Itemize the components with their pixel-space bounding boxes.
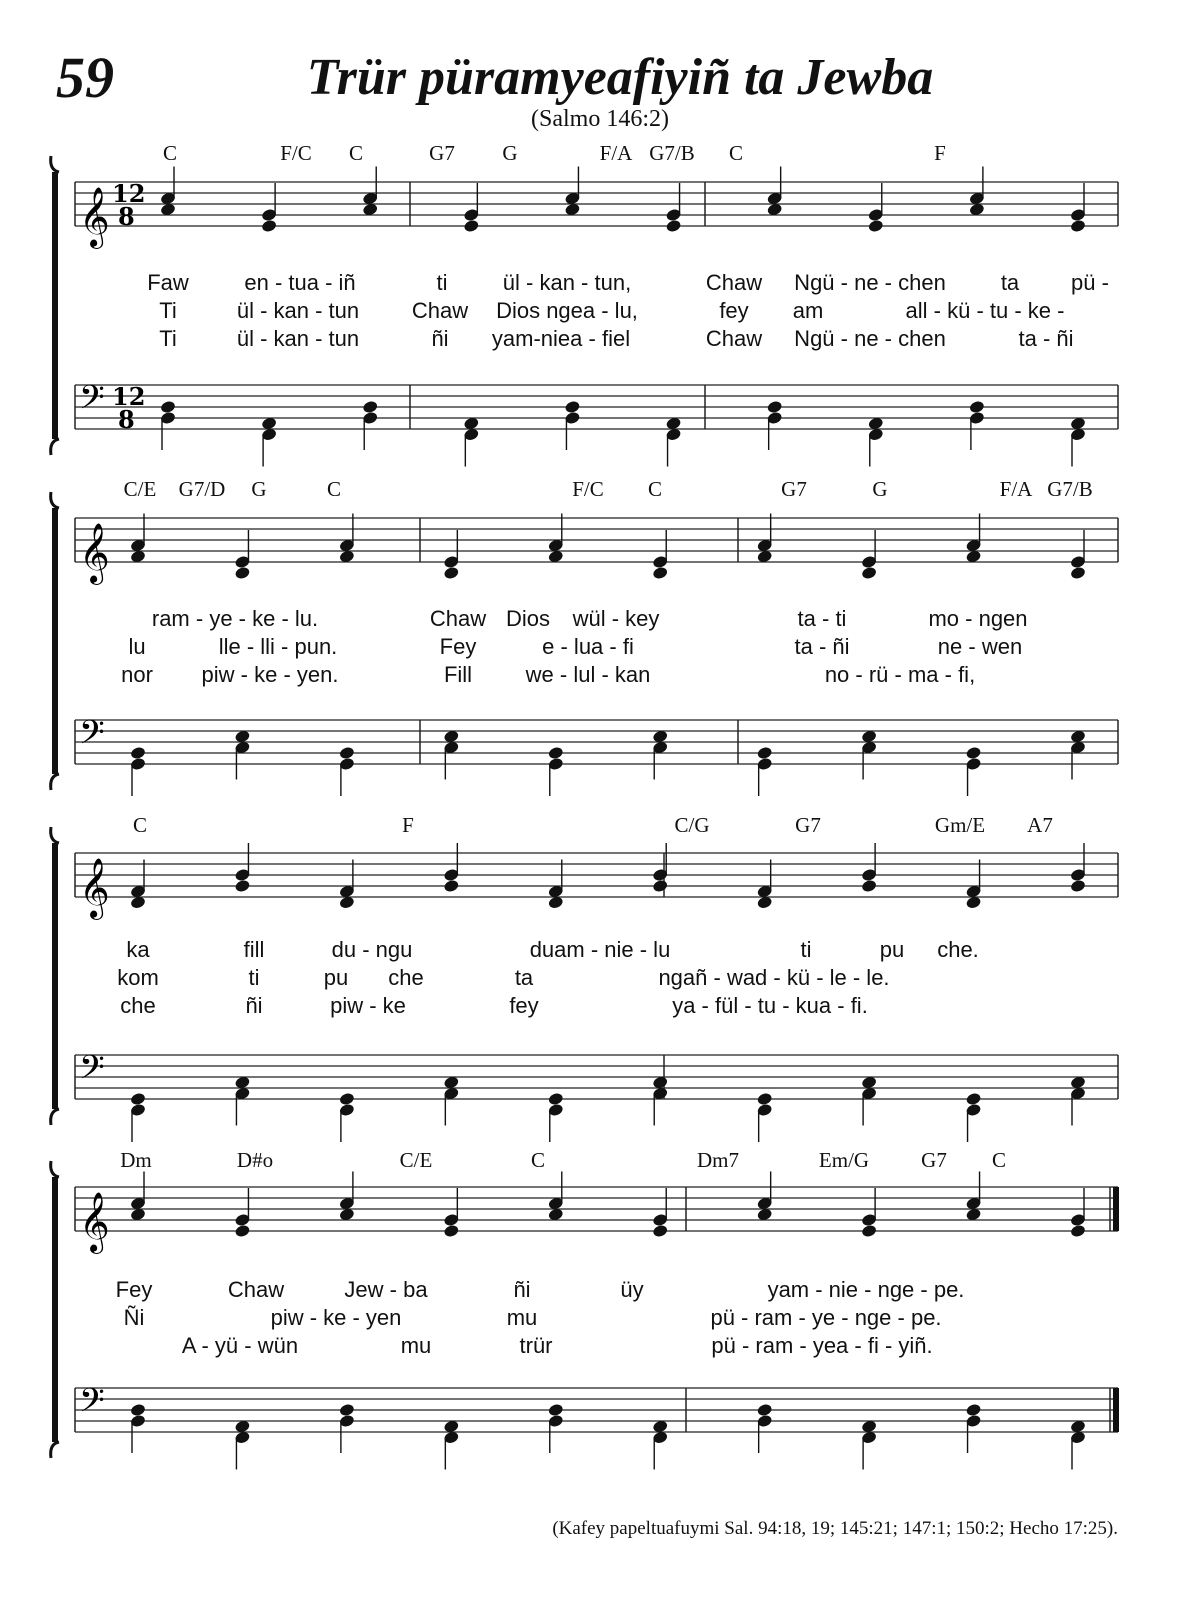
time-signature-bottom: 8 [118, 405, 135, 434]
note-head [443, 566, 460, 581]
note-head [756, 1403, 773, 1418]
system-bracket-top [51, 1161, 59, 1177]
note-head [362, 400, 379, 415]
lyric-syllables: pü - ram - yea - fi - yiñ. [711, 1333, 933, 1358]
system-bracket-bottom [51, 1442, 59, 1458]
chord-symbol: C [991, 1148, 1007, 1172]
lyric-syllables: Ngü - ne - chen [794, 270, 946, 295]
chord-symbol: C [647, 477, 663, 501]
note-head [756, 1092, 773, 1107]
chord-symbol: C [348, 141, 364, 165]
chord-symbol: G7 [429, 141, 455, 165]
chord-symbol: Dm7 [697, 1148, 739, 1172]
bass-clef-icon: 𝄢 [79, 1382, 105, 1428]
note-head [339, 1403, 356, 1418]
lyric-syllables: piw - ke - yen. [201, 662, 339, 687]
lyric-syllables: ül - kan - tun [236, 298, 360, 323]
chord-symbol: C/E [399, 1148, 433, 1172]
lyric-syllables: we - lul - kan [525, 662, 651, 687]
lyric-syllables: nor [121, 662, 153, 687]
note-head [234, 1224, 251, 1239]
lyric-syllables: ne - wen [937, 634, 1023, 659]
bass-clef-icon: 𝄢 [79, 714, 105, 760]
chord-symbol: C/E [123, 477, 157, 501]
lyric-syllables: fey [719, 298, 749, 323]
lyric-syllables: Ti [159, 326, 177, 351]
lyric-syllables: Fey [115, 1277, 153, 1302]
note-head [652, 566, 669, 581]
chord-symbol: G [502, 141, 518, 165]
hymn-reference: (Salmo 146:2) [531, 106, 669, 132]
note-head [547, 1403, 564, 1418]
note-head [547, 1092, 564, 1107]
lyric-syllables: Dios ngea - lu, [496, 298, 638, 323]
lyric-syllables: ya - fül - tu - kua - fi. [672, 993, 868, 1018]
note-head [261, 219, 278, 234]
lyric-syllables: che [120, 993, 156, 1018]
chord-symbol: G7 [781, 477, 807, 501]
lyric-syllables: ta [1000, 270, 1020, 295]
lyric-syllables: no - rü - ma - fi, [824, 662, 976, 687]
lyric-syllables: ta - ñi [794, 634, 850, 659]
lyric-syllables: üy [620, 1277, 644, 1302]
lyric-syllables: ül - kan - tun [236, 326, 360, 351]
note-head [652, 879, 669, 894]
chord-symbol: F/C [572, 477, 604, 501]
lyric-syllables: lle - lli - pun. [218, 634, 338, 659]
note-head [1070, 566, 1087, 581]
chord-symbol: F/A [599, 141, 633, 165]
lyric-syllables: pu [323, 965, 349, 990]
lyric-syllables: piw - ke [330, 993, 406, 1018]
lyric-syllables: wül - key [572, 606, 660, 631]
time-signature-top: 12 [112, 382, 146, 411]
lyric-syllables: ti [436, 270, 448, 295]
note-head [130, 1092, 147, 1107]
chord-symbol: C [728, 141, 744, 165]
lyric-syllables: Ñi [123, 1305, 145, 1330]
chord-symbol: C [326, 477, 342, 501]
hymn-number: 59 [56, 45, 114, 110]
hymn-title: Trür püramyeafiyiñ ta Jewba [306, 49, 934, 106]
lyric-syllables: Chaw [705, 326, 763, 351]
lyric-syllables: mu [506, 1305, 538, 1330]
lyric-syllables: duam - nie - lu [529, 937, 671, 962]
lyric-syllables: ñi [431, 326, 449, 351]
lyric-syllables: mu [400, 1333, 432, 1358]
note-head [463, 219, 480, 234]
lyric-syllables: yam - nie - nge - pe. [767, 1277, 965, 1302]
chord-symbol: G7 [921, 1148, 947, 1172]
lyric-syllables: Jew - ba [344, 1277, 428, 1302]
note-head [1070, 219, 1087, 234]
chord-symbol: G7/D [178, 477, 226, 501]
treble-clef-icon: 𝄞 [79, 187, 110, 247]
time-signature-bottom: 8 [118, 202, 135, 231]
lyric-syllables: A - yü - wün [181, 1333, 299, 1358]
chord-symbol: Gm/E [934, 813, 986, 837]
note-head [965, 1092, 982, 1107]
lyric-syllables: Chaw [227, 1277, 285, 1302]
chord-symbol: A7 [1027, 813, 1053, 837]
note-head [130, 1403, 147, 1418]
lyric-syllables: trür [519, 1333, 553, 1358]
chord-symbol: G7 [795, 813, 821, 837]
note-head [1070, 1224, 1087, 1239]
chord-symbol: C [132, 813, 148, 837]
lyric-syllables: du - ngu [331, 937, 413, 962]
system-bracket-bottom [51, 439, 59, 455]
note-head [861, 1224, 878, 1239]
lyric-syllables: fey [509, 993, 539, 1018]
note-head [339, 746, 356, 761]
lyric-syllables: fill [243, 937, 265, 962]
lyric-syllables: en - tua - iñ [244, 270, 356, 295]
chord-symbol: F/A [999, 477, 1033, 501]
chord-symbol: F [934, 141, 946, 165]
chord-symbol: C [530, 1148, 546, 1172]
chord-symbol: G7/B [649, 141, 695, 165]
chord-symbol: C [162, 141, 178, 165]
note-head [547, 746, 564, 761]
system-bracket-top [51, 156, 59, 172]
chord-symbol: F/C [280, 141, 312, 165]
lyric-syllables: ta - ñi [1018, 326, 1074, 351]
note-head [969, 400, 986, 415]
lyric-syllables: Ngü - ne - chen [794, 326, 946, 351]
bass-clef-icon: 𝄢 [79, 379, 105, 425]
lyric-syllables: ñi [513, 1277, 531, 1302]
lyric-syllables: ta [514, 965, 534, 990]
lyric-syllables: Ti [159, 298, 177, 323]
lyric-syllables: all - kü - tu - ke - [905, 298, 1065, 323]
time-signature-top: 12 [112, 179, 146, 208]
lyric-syllables: lu [128, 634, 146, 659]
lyric-syllables: ti [800, 937, 812, 962]
lyric-syllables: pü - ram - ye - nge - pe. [710, 1305, 942, 1330]
note-head [234, 566, 251, 581]
lyric-syllables: piw - ke - yen [270, 1305, 402, 1330]
lyric-syllables: ka [126, 937, 150, 962]
lyric-syllables: Faw [147, 270, 189, 295]
lyric-syllables: pü - [1071, 270, 1109, 295]
note-head [665, 219, 682, 234]
lyric-syllables: ta - ti [797, 606, 847, 631]
treble-clef-icon: 𝄞 [79, 858, 110, 918]
lyric-syllables: Chaw [411, 298, 469, 323]
chord-symbol: G [251, 477, 267, 501]
note-head [443, 879, 460, 894]
note-head [1070, 879, 1087, 894]
lyric-syllables: Chaw [705, 270, 763, 295]
chord-symbol: Dm [120, 1148, 152, 1172]
treble-clef-icon: 𝄞 [79, 523, 110, 583]
chord-symbol: C/G [674, 813, 710, 837]
lyric-syllables: ngañ - wad - kü - le - le. [658, 965, 890, 990]
lyric-syllables: ül - kan - tun, [502, 270, 632, 295]
lyric-syllables: ñi [245, 993, 263, 1018]
note-head [756, 746, 773, 761]
lyric-syllables: mo - ngen [928, 606, 1028, 631]
lyric-syllables: ti [248, 965, 260, 990]
note-head [861, 879, 878, 894]
lyric-syllables: Fey [439, 634, 477, 659]
lyric-syllables: e - lua - fi [542, 634, 634, 659]
bass-clef-icon: 𝄢 [79, 1049, 105, 1095]
system-bracket-top [51, 827, 59, 843]
lyric-syllables: ram - ye - ke - lu. [151, 606, 319, 631]
note-head [965, 746, 982, 761]
chord-symbol: D#o [236, 1148, 274, 1172]
treble-clef-icon: 𝄞 [79, 1192, 110, 1252]
note-head [160, 400, 177, 415]
footnote: (Kafey papeltuafuymi Sal. 94:18, 19; 145:21; 147:1; 150:2; Hecho 17:25). [552, 1518, 1118, 1539]
note-head [867, 219, 884, 234]
chord-symbol: G [872, 477, 888, 501]
lyric-syllables: che [388, 965, 424, 990]
lyric-syllables: Chaw [429, 606, 487, 631]
lyric-syllables: Dios [505, 606, 551, 631]
note-head [766, 400, 783, 415]
system-bracket-bottom [51, 774, 59, 790]
lyric-syllables: kom [117, 965, 159, 990]
note-head [130, 746, 147, 761]
note-head [652, 1224, 669, 1239]
lyric-syllables: che. [937, 937, 979, 962]
lyric-syllables: am [792, 298, 824, 323]
note-head [234, 879, 251, 894]
chord-symbol: F [402, 813, 414, 837]
system-bracket-bottom [51, 1109, 59, 1125]
note-head [861, 566, 878, 581]
chord-symbol: G7/B [1047, 477, 1093, 501]
chord-symbol: Em/G [818, 1148, 870, 1172]
lyric-syllables: Fill [443, 662, 473, 687]
system-bracket-top [51, 492, 59, 508]
lyric-syllables: yam-niea - fiel [491, 326, 631, 351]
note-head [443, 1224, 460, 1239]
note-head [564, 400, 581, 415]
note-head [339, 1092, 356, 1107]
note-head [965, 1403, 982, 1418]
lyric-syllables: pu [879, 937, 905, 962]
